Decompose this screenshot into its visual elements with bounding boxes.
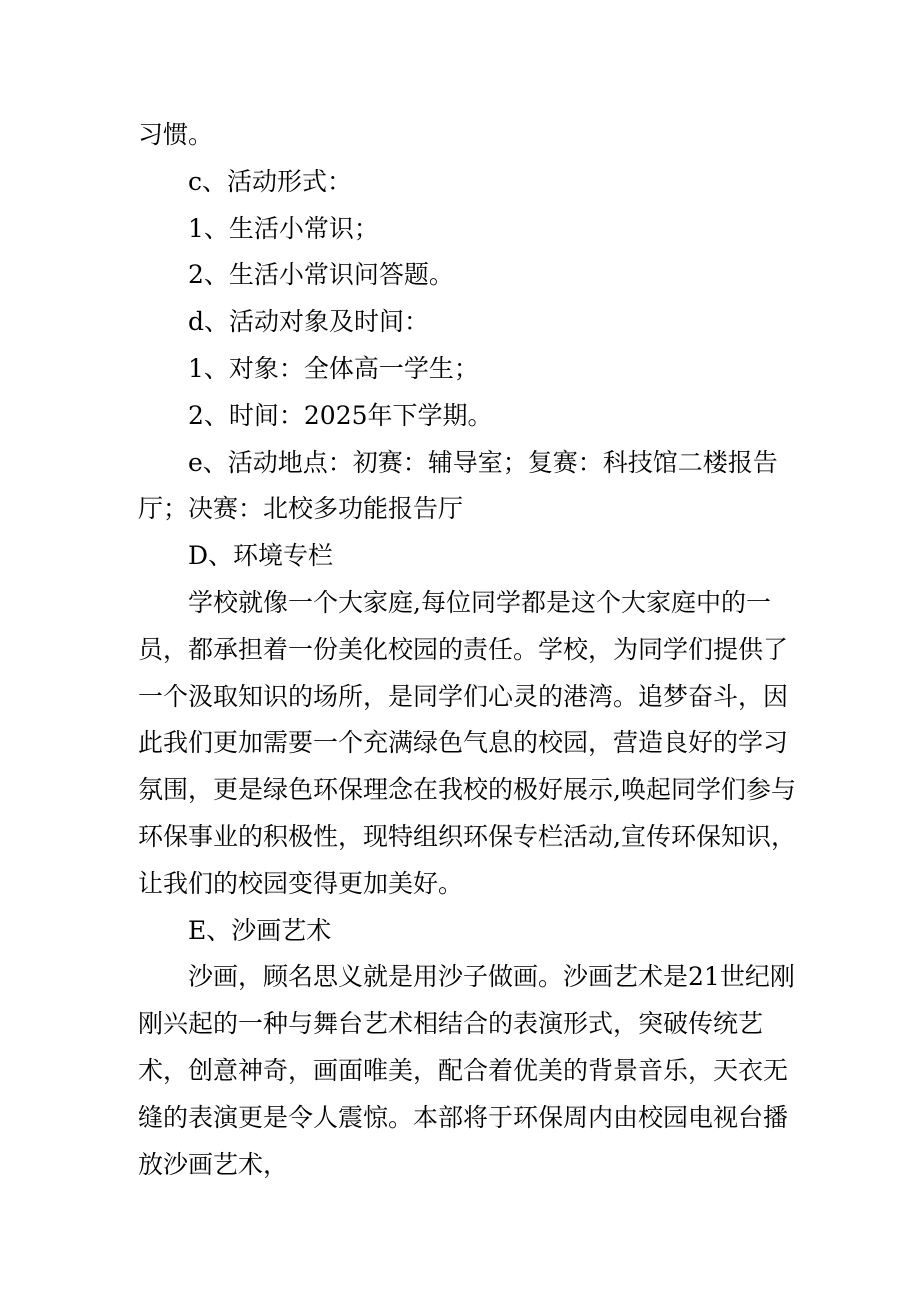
environment-column-paragraph: 学校就像一个大家庭,每位同学都是这个大家庭中的一员，都承担着一份美化校园的责任。学校，为同学们提供了一个汲取知识的场所，是同学们心灵的港湾。追梦奋斗，因此我们更加需要一个充满绿色气息的校园，营造良好的学习氛围，更是绿色环保理念在我校的极好展示,唤起同学们参与环保事业的积极性，现特组织环保专栏活动,宣传环保知识，让我们的校园变得更加美好。 [138,587,796,898]
list-item: 1、生活小常识； [188,213,379,243]
sand-art-paragraph: 沙画，顾名思义就是用沙子做画。沙画艺术是21世纪刚刚兴起的一种与舞台艺术相结合的表演形式，突破传统艺术，创意神奇，画面唯美，配合着优美的背景音乐，天衣无缝的表演更是令人震惊。本部将于环保周内由校园电视台播放沙画艺术， [138,962,795,1179]
continuation-text: 习惯。 [138,120,214,149]
document-body [138,112,806,1188]
section-e-location: e、活动地点：初赛：辅导室；复赛：科技馆二楼报告厅；决赛：北校多功能报告厅 [138,447,778,524]
list-item: 1、对象：全体高一学生； [188,353,479,383]
section-D-heading: D、环境专栏 [188,541,334,571]
section-E-heading: E、沙画艺术 [188,915,332,945]
section-d-heading: d、活动对象及时间： [188,307,430,337]
section-c-heading: c、活动形式： [188,166,353,196]
list-item: 2、时间：2025年下学期。 [188,400,493,430]
list-item: 2、生活小常识问答题。 [188,260,454,290]
